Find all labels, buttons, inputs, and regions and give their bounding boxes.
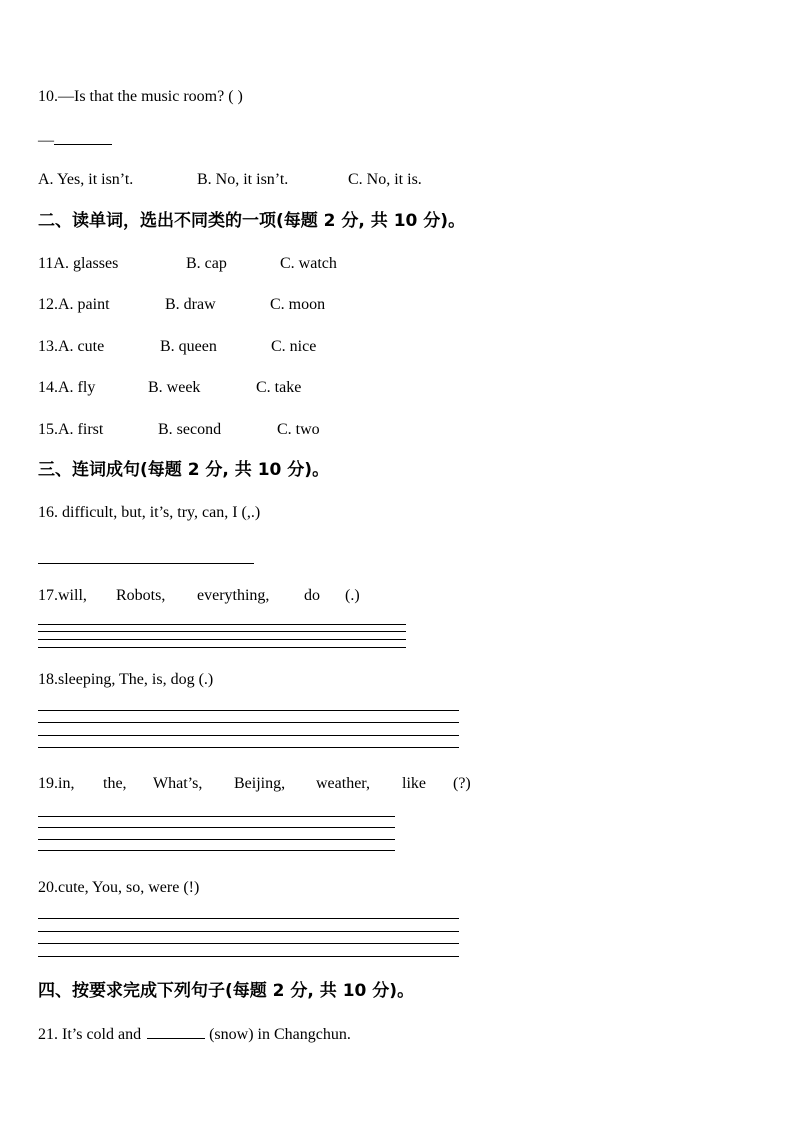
- question-13-option-b: B. queen: [160, 338, 217, 355]
- question-16-prompt: 16. difficult, but, it’s, try, can, I (,.): [38, 504, 261, 521]
- word: like: [402, 775, 426, 792]
- word: weather,: [316, 775, 370, 792]
- question-12-option-c: C. moon: [270, 296, 326, 313]
- question-15-option-b: B. second: [158, 421, 222, 438]
- word: (.): [345, 587, 360, 604]
- question-12-option-b: B. draw: [165, 296, 216, 313]
- question-11-option-a: [38, 254, 118, 274]
- word: What’s,: [153, 775, 203, 792]
- question-13-option-c: C. nice: [271, 338, 317, 355]
- question-10-option-c: C. No, it is.: [348, 171, 422, 188]
- option-label: A. cute: [58, 338, 105, 355]
- answer-line[interactable]: [38, 710, 459, 711]
- question-17-number: 17.will,: [38, 587, 87, 604]
- question-10-option-a: A. Yes, it isn’t.: [38, 171, 134, 188]
- question-21-text: 21. It’s cold and: [38, 1026, 146, 1043]
- answer-line[interactable]: [38, 647, 406, 648]
- question-number: 11: [38, 255, 54, 272]
- word: do: [304, 587, 320, 604]
- question-14-option-b: B. week: [148, 379, 201, 396]
- answer-line[interactable]: [38, 639, 406, 640]
- word: everything,: [197, 587, 270, 604]
- answer-line[interactable]: [38, 563, 254, 564]
- question-12-option-a: 12.A. paint: [38, 296, 110, 313]
- question-15-option-c: C. two: [277, 421, 320, 438]
- question-10-answer-line[interactable]: [38, 129, 112, 151]
- question-number: 13: [38, 338, 54, 355]
- section-3-heading: 三、连词成句(每题 2 分, 共 10 分)。: [38, 460, 330, 480]
- question-13-option-a: 13.A. cute: [38, 338, 105, 355]
- question-14-option-a: 14.A. fly: [38, 379, 96, 396]
- answer-line[interactable]: [38, 722, 459, 723]
- question-14-option-c: C. take: [256, 379, 302, 396]
- word: Beijing,: [234, 775, 286, 792]
- answer-line[interactable]: [38, 839, 395, 840]
- answer-line[interactable]: [38, 850, 395, 851]
- word: the,: [103, 775, 127, 792]
- question-10-stem: 10.—Is that the music room? ( ): [38, 88, 243, 105]
- answer-line[interactable]: [38, 931, 459, 932]
- answer-dash: —: [38, 132, 54, 149]
- question-number: 12: [38, 296, 54, 313]
- answer-line[interactable]: [38, 624, 406, 625]
- answer-blank[interactable]: [54, 129, 112, 145]
- answer-line[interactable]: [38, 816, 395, 817]
- question-21-hint: (snow) in Changchun.: [209, 1026, 351, 1043]
- question-19-number: 19.in,: [38, 775, 75, 792]
- section-2-heading: 二、读单词，选出不同类的一项(每题 2 分, 共 10 分)。: [38, 211, 466, 231]
- answer-line[interactable]: [38, 827, 395, 828]
- answer-line[interactable]: [38, 918, 459, 919]
- option-label: A. glasses: [53, 255, 119, 272]
- word: Robots,: [116, 587, 166, 604]
- question-21: [38, 1023, 351, 1045]
- question-11-option-b: B. cap: [186, 255, 227, 272]
- option-label: A. fly: [58, 379, 96, 396]
- word: (?): [453, 775, 471, 792]
- option-label: A. paint: [58, 296, 110, 313]
- question-10-option-b: B. No, it isn’t.: [197, 171, 289, 188]
- answer-line[interactable]: [38, 956, 459, 957]
- fill-in-blank[interactable]: [147, 1023, 205, 1039]
- answer-line[interactable]: [38, 735, 459, 736]
- question-number: 14: [38, 379, 54, 396]
- answer-line[interactable]: [38, 747, 459, 748]
- section-4-heading: 四、按要求完成下列句子(每题 2 分, 共 10 分)。: [38, 981, 415, 1001]
- answer-line[interactable]: [38, 943, 459, 944]
- question-11-option-c: C. watch: [280, 255, 337, 272]
- question-number: 15: [38, 421, 54, 438]
- question-18-prompt: 18.sleeping, The, is, dog (.): [38, 671, 214, 688]
- option-label: A. first: [58, 421, 104, 438]
- question-15-option-a: 15.A. first: [38, 421, 104, 438]
- answer-line[interactable]: [38, 631, 406, 632]
- question-20-prompt: 20.cute, You, so, were (!): [38, 879, 200, 896]
